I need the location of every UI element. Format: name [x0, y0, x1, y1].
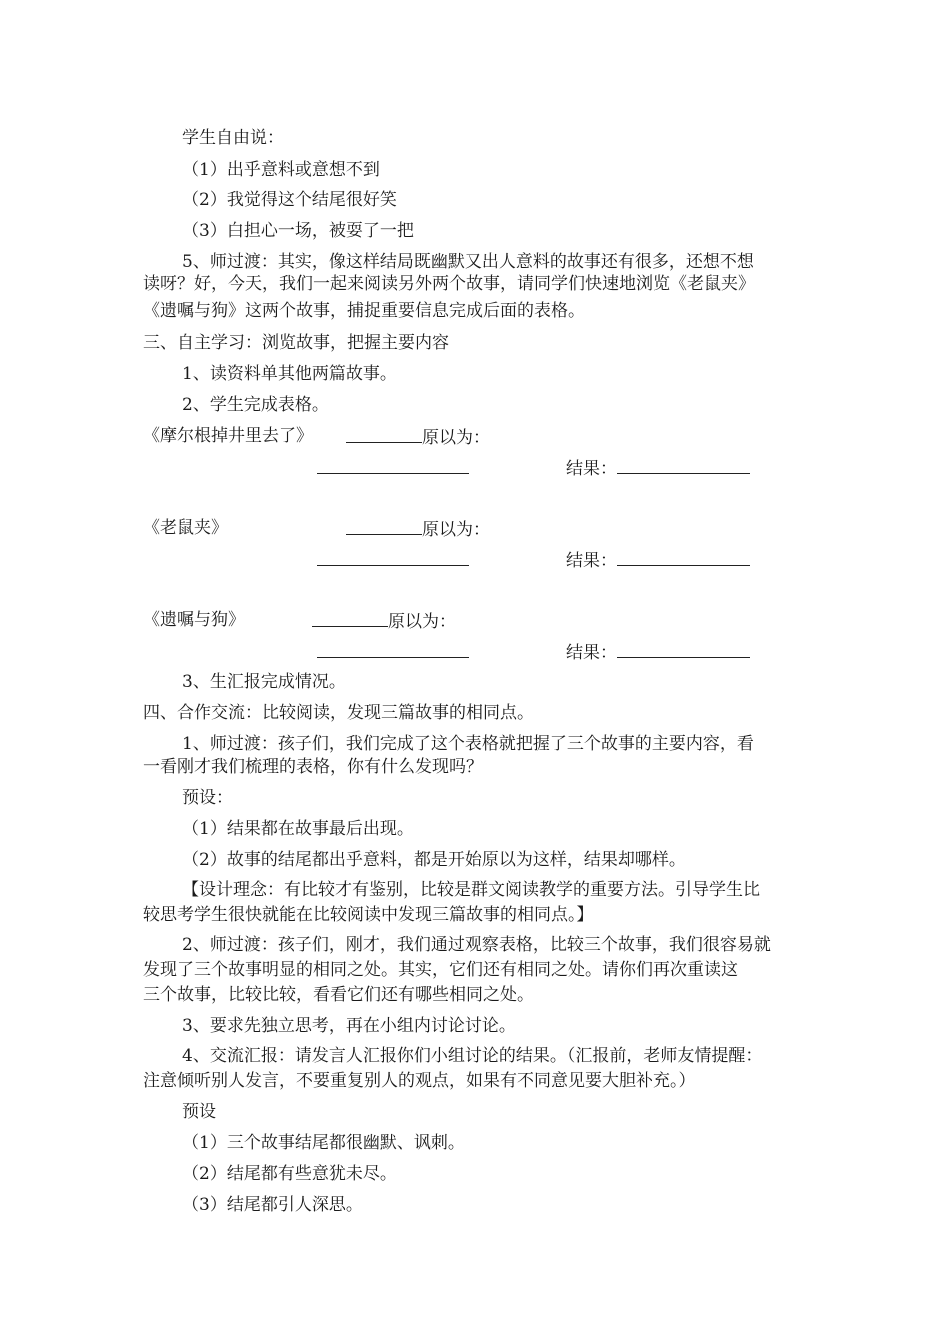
originally-cell: [312, 610, 456, 632]
answer-blank[interactable]: [317, 549, 469, 571]
result-label: 结果：: [566, 551, 617, 571]
text-line: （2）故事的结尾都出乎意料，都是开始原以为这样，结果却哪样。: [182, 850, 686, 870]
section-heading: 四、合作交流：比较阅读，发现三篇故事的相同点。: [143, 703, 534, 723]
result-label: 结果：: [566, 643, 617, 663]
text-line: （3）结尾都引人深思。: [182, 1195, 363, 1215]
text-line: 4、交流汇报：请发言人汇报你们小组讨论的结果。（汇报前，老师友情提醒：: [182, 1046, 763, 1066]
text-line: 三个故事，比较比较，看看它们还有哪些相同之处。: [143, 985, 534, 1005]
blank-line[interactable]: [317, 641, 469, 658]
text-line: 2、师过渡：孩子们，刚才，我们通过观察表格，比较三个故事，我们很容易就: [182, 935, 771, 955]
text-line: （1）出乎意料或意想不到: [182, 160, 380, 180]
text-line: 3、要求先独立思考，再在小组内讨论讨论。: [182, 1016, 516, 1036]
originally-label: 原以为：: [422, 520, 490, 540]
blank-line[interactable]: [617, 549, 750, 566]
design-note: 【设计理念：有比较才有鉴别，比较是群文阅读教学的重要方法。引导学生比: [182, 880, 760, 900]
blank-line[interactable]: [317, 549, 469, 566]
blank-line[interactable]: [346, 518, 422, 535]
answer-blank[interactable]: [317, 641, 469, 663]
section-heading: 三、自主学习：浏览故事，把握主要内容: [143, 333, 449, 353]
blank-line[interactable]: [317, 457, 469, 474]
text-line: （2）结尾都有些意犹未尽。: [182, 1164, 397, 1184]
blank-line[interactable]: [312, 610, 388, 627]
text-line: 发现了三个故事明显的相同之处。其实，它们还有相同之处。请你们再次重读这: [143, 960, 738, 980]
originally-cell: [346, 426, 490, 448]
text-line: 预设: [182, 1102, 216, 1122]
design-note: 较思考学生很快就能在比较阅读中发现三篇故事的相同点。】: [143, 905, 594, 925]
originally-cell: [346, 518, 490, 540]
text-line: 2、学生完成表格。: [182, 395, 329, 415]
story-title: 《遗嘱与狗》: [143, 610, 245, 630]
result-cell: [566, 641, 750, 663]
text-line: 学生自由说：: [182, 128, 284, 148]
text-line: 1、师过渡：孩子们，我们完成了这个表格就把握了三个故事的主要内容，看: [182, 734, 754, 754]
result-cell: [566, 549, 750, 571]
text-line: 预设：: [182, 788, 233, 808]
result-cell: [566, 457, 750, 479]
text-line: 一看刚才我们梳理的表格，你有什么发现吗？: [143, 757, 483, 777]
story-title: 《老鼠夹》: [143, 518, 228, 538]
originally-label: 原以为：: [388, 612, 456, 632]
blank-line[interactable]: [617, 457, 750, 474]
text-line: 3、生汇报完成情况。: [182, 672, 346, 692]
result-label: 结果：: [566, 459, 617, 479]
text-line: （1）结果都在故事最后出现。: [182, 819, 414, 839]
text-line: （2）我觉得这个结尾很好笑: [182, 190, 397, 210]
text-line: 《遗嘱与狗》这两个故事，捕捉重要信息完成后面的表格。: [143, 301, 585, 321]
blank-line[interactable]: [346, 426, 422, 443]
text-line: （3）白担心一场，被耍了一把: [182, 221, 414, 241]
text-line: 读呀？好，今天，我们一起来阅读另外两个故事，请同学们快速地浏览《老鼠夹》: [143, 274, 755, 294]
blank-line[interactable]: [617, 641, 750, 658]
text-line: 注意倾听别人发言，不要重复别人的观点，如果有不同意见要大胆补充。）: [143, 1071, 696, 1091]
text-line: （1）三个故事结尾都很幽默、讽刺。: [182, 1133, 465, 1153]
answer-blank[interactable]: [317, 457, 469, 479]
text-line: 5、师过渡：其实，像这样结局既幽默又出人意料的故事还有很多，还想不想: [182, 252, 754, 272]
originally-label: 原以为：: [422, 428, 490, 448]
text-line: 1、读资料单其他两篇故事。: [182, 364, 397, 384]
story-title: 《摩尔根掉井里去了》: [143, 426, 313, 446]
